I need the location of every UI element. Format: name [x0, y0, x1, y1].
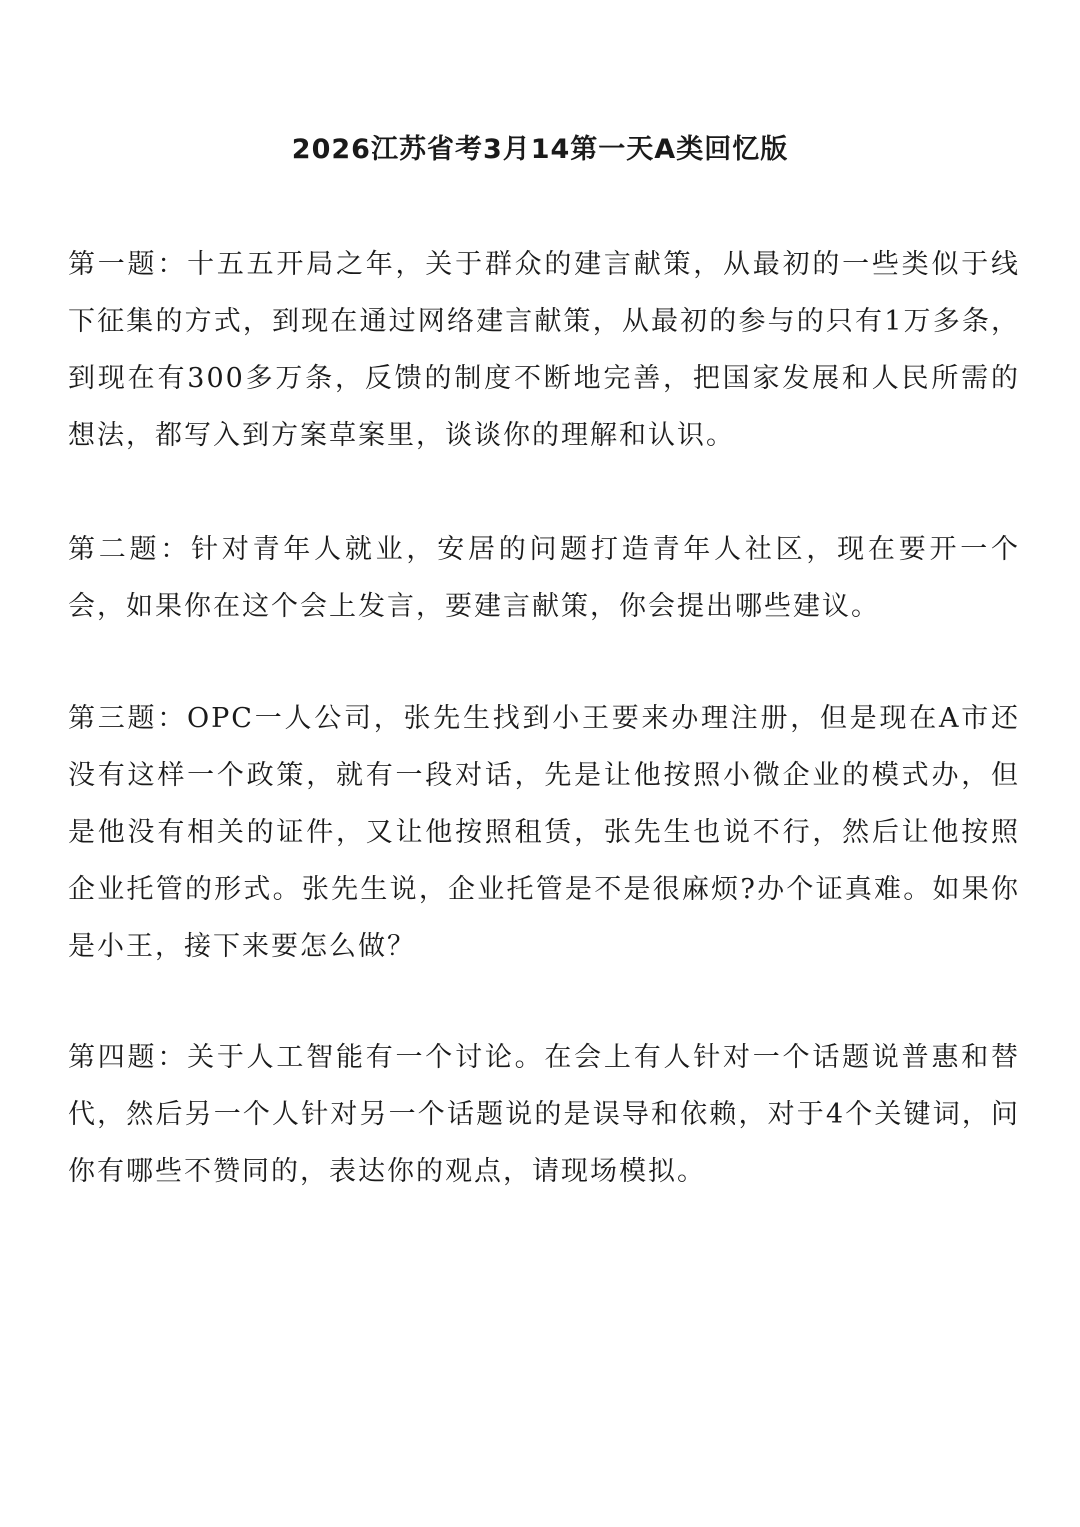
question-2: 第二题：针对青年人就业，安居的问题打造青年人社区，现在要开一个会，如果你在这个会上发言，要建言献策，你会提出哪些建议。: [68, 534, 1020, 622]
question-4: 第四题：关于人工智能有一个讨论。在会上有人针对一个话题说普惠和替代，然后另一个人针对另一个话题说的是误导和依赖，对于4个关键词，问你有哪些不赞同的，表达你的观点，请现场模拟。: [68, 1042, 1020, 1187]
document-title: 2026江苏省考3月14第一天A类回忆版: [291, 134, 789, 165]
question-3: 第三题：OPC一人公司，张先生找到小王要来办理注册，但是现在A市还没有这样一个政策，就有一段对话，先是让他按照小微企业的模式办，但是他没有相关的证件，又让他按照租赁，张先生也说不行，然后让他按照企业托管的形式。张先生说，企业托管是不是很麻烦?办个证真难。如果你是小王，接下来要怎么做？: [68, 703, 1020, 962]
question-1: 第一题：十五五开局之年，关于群众的建言献策，从最初的一些类似于线下征集的方式，到现在通过网络建言献策，从最初的参与的只有1万多条，到现在有300多万条，反馈的制度不断地完善，把国家发展和人民所需的想法，都写入到方案草案里，谈谈你的理解和认识。: [68, 249, 1020, 451]
